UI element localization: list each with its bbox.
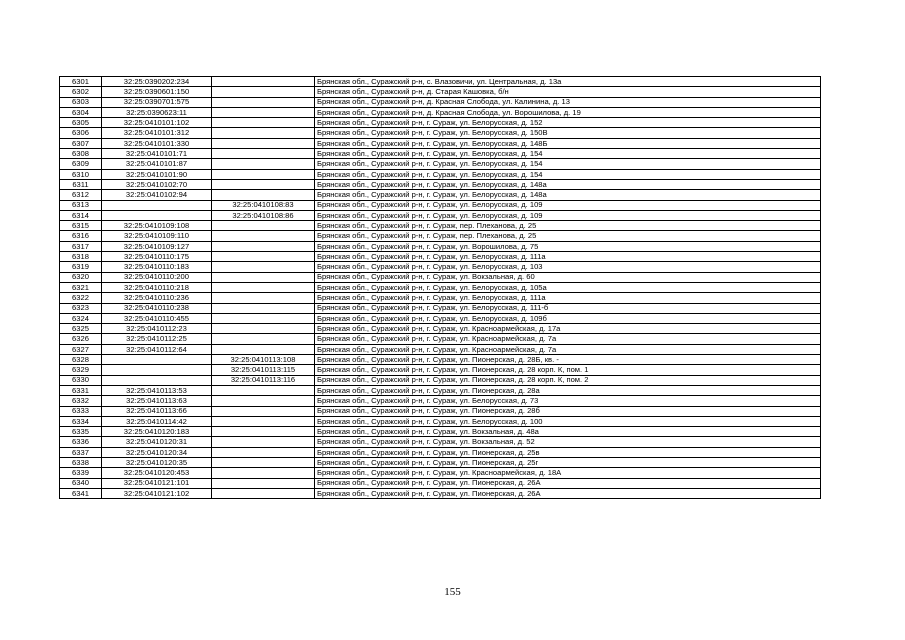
row-number-cell: 6333: [60, 406, 102, 416]
cadastral-number-cell: 32:25:0410112:23: [102, 324, 212, 334]
premises-cadastral-number-cell: [212, 313, 315, 323]
address-cell: Брянская обл., Суражский р-н, г. Сураж, ул. Вокзальная, д. 48а: [315, 427, 821, 437]
cadastral-number-cell: 32:25:0410112:25: [102, 334, 212, 344]
row-number-cell: 6314: [60, 210, 102, 220]
cadastral-number-cell: 32:25:0410110:218: [102, 282, 212, 292]
table-row: [60, 231, 821, 241]
premises-cadastral-number-cell: [212, 138, 315, 148]
row-number-cell: 6307: [60, 138, 102, 148]
table-row: [60, 272, 821, 282]
premises-cadastral-number-cell: 32:25:0410108:86: [212, 210, 315, 220]
row-number-cell: 6332: [60, 396, 102, 406]
premises-cadastral-number-cell: [212, 252, 315, 262]
row-number-cell: 6339: [60, 468, 102, 478]
address-cell: Брянская обл., Суражский р-н, с. Влазовичи, ул. Центральная, д. 13а: [315, 77, 821, 87]
premises-cadastral-number-cell: [212, 416, 315, 426]
table-row: [60, 365, 821, 375]
row-number-cell: 6326: [60, 334, 102, 344]
row-number-cell: 6336: [60, 437, 102, 447]
table-row: [60, 210, 821, 220]
address-cell: Брянская обл., Суражский р-н, г. Сураж, ул. Пионерская, д. 26А: [315, 488, 821, 498]
table-row: [60, 457, 821, 467]
table-row: [60, 427, 821, 437]
premises-cadastral-number-cell: [212, 159, 315, 169]
premises-cadastral-number-cell: 32:25:0410113:115: [212, 365, 315, 375]
premises-cadastral-number-cell: [212, 488, 315, 498]
table-row: [60, 313, 821, 323]
table-row: [60, 77, 821, 87]
table-row: [60, 416, 821, 426]
cadastral-number-cell: 32:25:0410121:102: [102, 488, 212, 498]
row-number-cell: 6325: [60, 324, 102, 334]
address-cell: Брянская обл., Суражский р-н, г. Сураж, ул. Красноармейская, д. 17а: [315, 324, 821, 334]
row-number-cell: 6313: [60, 200, 102, 210]
address-cell: Брянская обл., Суражский р-н, г. Сураж, ул. Белорусская, д. 148а: [315, 179, 821, 189]
row-number-cell: 6306: [60, 128, 102, 138]
row-number-cell: 6322: [60, 293, 102, 303]
premises-cadastral-number-cell: [212, 118, 315, 128]
row-number-cell: 6334: [60, 416, 102, 426]
row-number-cell: 6320: [60, 272, 102, 282]
premises-cadastral-number-cell: [212, 334, 315, 344]
table-row: [60, 344, 821, 354]
table-row: [60, 221, 821, 231]
cadastral-number-cell: 32:25:0410101:87: [102, 159, 212, 169]
cadastral-number-cell: [102, 365, 212, 375]
premises-cadastral-number-cell: [212, 324, 315, 334]
page-number: 155: [444, 586, 461, 598]
cadastral-number-cell: 32:25:0410101:71: [102, 149, 212, 159]
cadastral-number-cell: 32:25:0410102:94: [102, 190, 212, 200]
row-number-cell: 6321: [60, 282, 102, 292]
cadastral-number-cell: 32:25:0410109:127: [102, 241, 212, 251]
cadastral-number-cell: 32:25:0410101:90: [102, 169, 212, 179]
row-number-cell: 6309: [60, 159, 102, 169]
address-cell: Брянская обл., Суражский р-н, г. Сураж, ул. Красноармейская, д. 18А: [315, 468, 821, 478]
table-row: [60, 159, 821, 169]
table-row: [60, 97, 821, 107]
table-row: [60, 488, 821, 498]
premises-cadastral-number-cell: [212, 457, 315, 467]
table-row: [60, 179, 821, 189]
address-cell: Брянская обл., Суражский р-н, г. Сураж, ул. Пионерская, д. 28 корп. К, пом. 1: [315, 365, 821, 375]
premises-cadastral-number-cell: 32:25:0410108:83: [212, 200, 315, 210]
address-cell: Брянская обл., Суражский р-н, г. Сураж, ул. Белорусская, д. 111-б: [315, 303, 821, 313]
address-cell: Брянская обл., Суражский р-н, г. Сураж, ул. Белорусская, д. 105а: [315, 282, 821, 292]
address-cell: Брянская обл., Суражский р-н, д. Красная Слобода, ул. Калинина, д. 13: [315, 97, 821, 107]
address-cell: Брянская обл., Суражский р-н, г. Сураж, ул. Белорусская, д. 111а: [315, 252, 821, 262]
row-number-cell: 6327: [60, 344, 102, 354]
premises-cadastral-number-cell: [212, 468, 315, 478]
cadastral-number-cell: 32:25:0410109:110: [102, 231, 212, 241]
cadastral-number-cell: 32:25:0410110:236: [102, 293, 212, 303]
cadastral-number-cell: 32:25:0410114:42: [102, 416, 212, 426]
cadastral-number-cell: 32:25:0410110:183: [102, 262, 212, 272]
premises-cadastral-number-cell: [212, 303, 315, 313]
premises-cadastral-number-cell: [212, 77, 315, 87]
address-cell: Брянская обл., Суражский р-н, г. Сураж, ул. Пионерская, д. 26А: [315, 478, 821, 488]
table-row: [60, 262, 821, 272]
cadastral-number-cell: [102, 355, 212, 365]
cadastral-number-cell: 32:25:0390601:150: [102, 87, 212, 97]
row-number-cell: 6338: [60, 457, 102, 467]
premises-cadastral-number-cell: [212, 149, 315, 159]
property-registry-table: [59, 76, 821, 499]
address-cell: Брянская обл., Суражский р-н, г. Сураж, ул. Белорусская, д. 103: [315, 262, 821, 272]
premises-cadastral-number-cell: [212, 179, 315, 189]
row-number-cell: 6308: [60, 149, 102, 159]
cadastral-number-cell: 32:25:0410102:70: [102, 179, 212, 189]
premises-cadastral-number-cell: [212, 385, 315, 395]
table-row: [60, 200, 821, 210]
row-number-cell: 6315: [60, 221, 102, 231]
address-cell: Брянская обл., Суражский р-н, г. Сураж, ул. Белорусская, д. 148а: [315, 190, 821, 200]
address-cell: Брянская обл., Суражский р-н, д. Старая Кашовка, б/н: [315, 87, 821, 97]
table-row: [60, 87, 821, 97]
premises-cadastral-number-cell: [212, 241, 315, 251]
address-cell: Брянская обл., Суражский р-н, г. Сураж, ул. Пионерская, д. 28Б, кв. -: [315, 355, 821, 365]
premises-cadastral-number-cell: 32:25:0410113:108: [212, 355, 315, 365]
cadastral-number-cell: [102, 210, 212, 220]
address-cell: Брянская обл., Суражский р-н, г. Сураж, ул. Белорусская, д. 148Б: [315, 138, 821, 148]
address-cell: Брянская обл., Суражский р-н, г. Сураж, ул. Пионерская, д. 28 корп. К, пом. 2: [315, 375, 821, 385]
cadastral-number-cell: 32:25:0390623:11: [102, 107, 212, 117]
cadastral-number-cell: 32:25:0390701:575: [102, 97, 212, 107]
address-cell: Брянская обл., Суражский р-н, г. Сураж, ул. Пионерская, д. 25г: [315, 457, 821, 467]
row-number-cell: 6340: [60, 478, 102, 488]
premises-cadastral-number-cell: [212, 169, 315, 179]
table-row: [60, 478, 821, 488]
table-row: [60, 437, 821, 447]
table-row: [60, 190, 821, 200]
row-number-cell: 6310: [60, 169, 102, 179]
address-cell: Брянская обл., Суражский р-н, г. Сураж, ул. Белорусская, д. 100: [315, 416, 821, 426]
row-number-cell: 6303: [60, 97, 102, 107]
row-number-cell: 6335: [60, 427, 102, 437]
address-cell: Брянская обл., Суражский р-н, г. Сураж, ул. Белорусская, д. 154: [315, 159, 821, 169]
address-cell: Брянская обл., Суражский р-н, г. Сураж, ул. Красноармейская, д. 7а: [315, 344, 821, 354]
address-cell: Брянская обл., Суражский р-н, г. Сураж, ул. Белорусская, д. 111а: [315, 293, 821, 303]
address-cell: Брянская обл., Суражский р-н, г. Сураж, ул. Белорусская, д. 109б: [315, 313, 821, 323]
premises-cadastral-number-cell: [212, 406, 315, 416]
address-cell: Брянская обл., Суражский р-н, г. Сураж, ул. Пионерская, д. 28б: [315, 406, 821, 416]
table-row: [60, 334, 821, 344]
premises-cadastral-number-cell: [212, 231, 315, 241]
row-number-cell: 6331: [60, 385, 102, 395]
cadastral-number-cell: 32:25:0410120:31: [102, 437, 212, 447]
table-row: [60, 118, 821, 128]
row-number-cell: 6328: [60, 355, 102, 365]
cadastral-number-cell: 32:25:0410101:102: [102, 118, 212, 128]
row-number-cell: 6301: [60, 77, 102, 87]
table-row: [60, 252, 821, 262]
premises-cadastral-number-cell: [212, 344, 315, 354]
row-number-cell: 6316: [60, 231, 102, 241]
table-row: [60, 406, 821, 416]
address-cell: Брянская обл., Суражский р-н, г. Сураж, ул. Ворошилова, д. 75: [315, 241, 821, 251]
cadastral-number-cell: 32:25:0410112:64: [102, 344, 212, 354]
table-row: [60, 396, 821, 406]
premises-cadastral-number-cell: [212, 447, 315, 457]
address-cell: Брянская обл., Суражский р-н, г. Сураж, ул. Белорусская, д. 109: [315, 200, 821, 210]
table-row: [60, 241, 821, 251]
table-row: [60, 282, 821, 292]
premises-cadastral-number-cell: [212, 262, 315, 272]
premises-cadastral-number-cell: [212, 427, 315, 437]
cadastral-number-cell: 32:25:0410109:108: [102, 221, 212, 231]
address-cell: Брянская обл., Суражский р-н, д. Красная Слобода, ул. Ворошилова, д. 19: [315, 107, 821, 117]
table-row: [60, 375, 821, 385]
row-number-cell: 6311: [60, 179, 102, 189]
row-number-cell: 6330: [60, 375, 102, 385]
table-row: [60, 107, 821, 117]
cadastral-number-cell: 32:25:0410101:330: [102, 138, 212, 148]
row-number-cell: 6312: [60, 190, 102, 200]
table-row: [60, 447, 821, 457]
address-cell: Брянская обл., Суражский р-н, г. Сураж, пер. Плеханова, д. 25: [315, 221, 821, 231]
cadastral-number-cell: 32:25:0410113:66: [102, 406, 212, 416]
cadastral-number-cell: 32:25:0410110:200: [102, 272, 212, 282]
table-row: [60, 468, 821, 478]
premises-cadastral-number-cell: [212, 293, 315, 303]
row-number-cell: 6318: [60, 252, 102, 262]
table-row: [60, 385, 821, 395]
cadastral-number-cell: 32:25:0410113:53: [102, 385, 212, 395]
table-row: [60, 169, 821, 179]
cadastral-number-cell: [102, 375, 212, 385]
cadastral-number-cell: 32:25:0410120:183: [102, 427, 212, 437]
address-cell: Брянская обл., Суражский р-н, г. Сураж, ул. Пионерская, д. 28а: [315, 385, 821, 395]
table-row: [60, 355, 821, 365]
cadastral-number-cell: 32:25:0410120:35: [102, 457, 212, 467]
premises-cadastral-number-cell: 32:25:0410113:116: [212, 375, 315, 385]
premises-cadastral-number-cell: [212, 97, 315, 107]
premises-cadastral-number-cell: [212, 107, 315, 117]
table-row: [60, 324, 821, 334]
premises-cadastral-number-cell: [212, 221, 315, 231]
cadastral-number-cell: 32:25:0410120:453: [102, 468, 212, 478]
address-cell: Брянская обл., Суражский р-н, г. Сураж, ул. Вокзальная, д. 60: [315, 272, 821, 282]
premises-cadastral-number-cell: [212, 396, 315, 406]
cadastral-number-cell: 32:25:0390202:234: [102, 77, 212, 87]
row-number-cell: 6302: [60, 87, 102, 97]
premises-cadastral-number-cell: [212, 437, 315, 447]
cadastral-number-cell: 32:25:0410110:455: [102, 313, 212, 323]
cadastral-number-cell: 32:25:0410120:34: [102, 447, 212, 457]
address-cell: Брянская обл., Суражский р-н, г. Сураж, ул. Белорусская, д. 109: [315, 210, 821, 220]
row-number-cell: 6329: [60, 365, 102, 375]
cadastral-number-cell: 32:25:0410121:101: [102, 478, 212, 488]
address-cell: Брянская обл., Суражский р-н, г. Сураж, ул. Пионерская, д. 25в: [315, 447, 821, 457]
table-row: [60, 149, 821, 159]
row-number-cell: 6304: [60, 107, 102, 117]
cadastral-number-cell: [102, 200, 212, 210]
premises-cadastral-number-cell: [212, 128, 315, 138]
row-number-cell: 6319: [60, 262, 102, 272]
address-cell: Брянская обл., Суражский р-н, г. Сураж, ул. Красноармейская, д. 7а: [315, 334, 821, 344]
row-number-cell: 6317: [60, 241, 102, 251]
address-cell: Брянская обл., Суражский р-н, г. Сураж, пер. Плеханова, д. 25: [315, 231, 821, 241]
premises-cadastral-number-cell: [212, 190, 315, 200]
address-cell: Брянская обл., Суражский р-н, г. Сураж, ул. Белорусская, д. 154: [315, 149, 821, 159]
row-number-cell: 6324: [60, 313, 102, 323]
address-cell: Брянская обл., Суражский р-н, г. Сураж, ул. Белорусская, д. 152: [315, 118, 821, 128]
premises-cadastral-number-cell: [212, 87, 315, 97]
row-number-cell: 6323: [60, 303, 102, 313]
cadastral-number-cell: 32:25:0410110:238: [102, 303, 212, 313]
address-cell: Брянская обл., Суражский р-н, г. Сураж, ул. Белорусская, д. 150В: [315, 128, 821, 138]
cadastral-number-cell: 32:25:0410101:312: [102, 128, 212, 138]
premises-cadastral-number-cell: [212, 272, 315, 282]
table-row: [60, 128, 821, 138]
row-number-cell: 6305: [60, 118, 102, 128]
row-number-cell: 6341: [60, 488, 102, 498]
table-row: [60, 293, 821, 303]
cadastral-number-cell: 32:25:0410110:175: [102, 252, 212, 262]
cadastral-number-cell: 32:25:0410113:63: [102, 396, 212, 406]
table-row: [60, 138, 821, 148]
registry-table-body: [60, 77, 821, 499]
address-cell: Брянская обл., Суражский р-н, г. Сураж, ул. Вокзальная, д. 52: [315, 437, 821, 447]
premises-cadastral-number-cell: [212, 282, 315, 292]
table-row: [60, 303, 821, 313]
premises-cadastral-number-cell: [212, 478, 315, 488]
address-cell: Брянская обл., Суражский р-н, г. Сураж, ул. Белорусская, д. 73: [315, 396, 821, 406]
row-number-cell: 6337: [60, 447, 102, 457]
address-cell: Брянская обл., Суражский р-н, г. Сураж, ул. Белорусская, д. 154: [315, 169, 821, 179]
